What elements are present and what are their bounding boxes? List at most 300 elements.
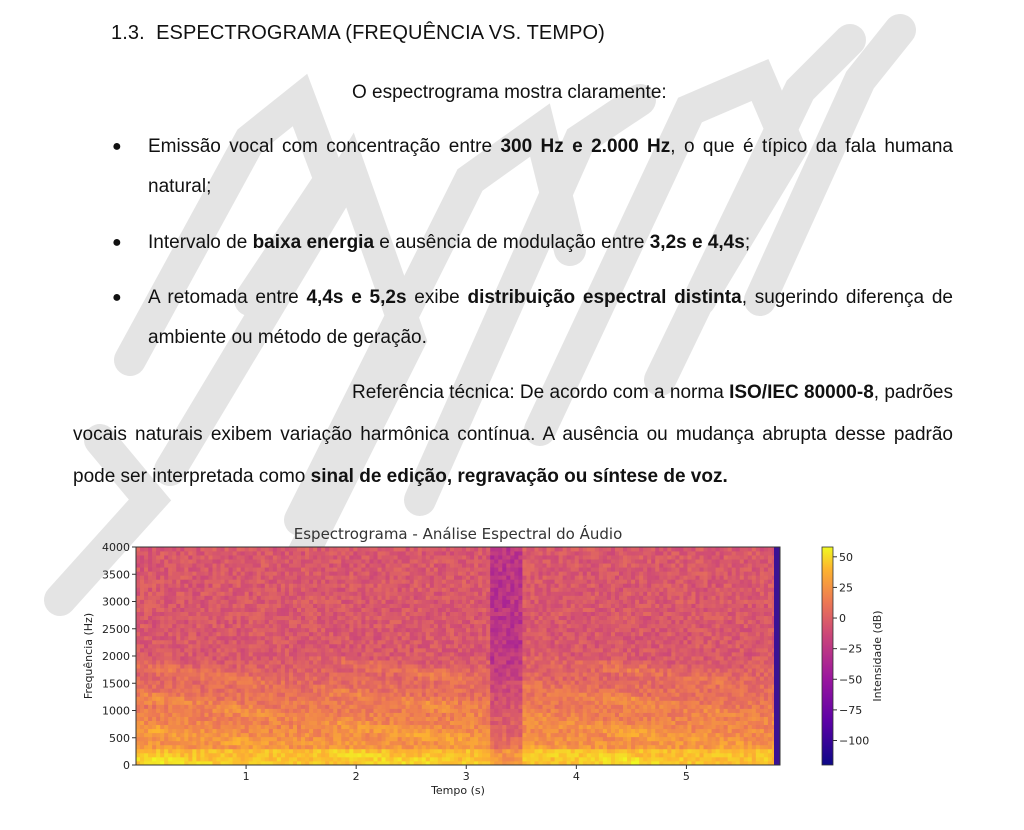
- spectrogram-cell: [233, 648, 237, 652]
- spectrogram-cell: [345, 700, 349, 704]
- spectrogram-cell: [152, 704, 156, 708]
- spectrogram-cell: [446, 741, 450, 745]
- spectrogram-cell: [309, 620, 313, 624]
- spectrogram-cell: [237, 680, 241, 684]
- spectrogram-cell: [390, 620, 394, 624]
- spectrogram-cell: [325, 551, 329, 555]
- spectrogram-cell: [361, 660, 365, 664]
- spectrogram-cell: [438, 555, 442, 559]
- spectrogram-cell: [402, 700, 406, 704]
- spectrogram-cell: [390, 632, 394, 636]
- spectrogram-cell: [418, 676, 422, 680]
- spectrogram-cell: [398, 672, 402, 676]
- spectrogram-cell: [410, 745, 414, 749]
- spectrogram-cell: [237, 595, 241, 599]
- spectrogram-cell: [482, 753, 486, 757]
- spectrogram-cell: [482, 571, 486, 575]
- spectrogram-cell: [192, 737, 196, 741]
- spectrogram-cell: [136, 729, 140, 733]
- spectrogram-cell: [390, 708, 394, 712]
- spectrogram-cell: [152, 599, 156, 603]
- spectrogram-cell: [285, 583, 289, 587]
- spectrogram-cell: [297, 567, 301, 571]
- spectrogram-cell: [450, 648, 454, 652]
- spectrogram-cell: [478, 587, 482, 591]
- spectrogram-cell: [430, 745, 434, 749]
- spectrogram-cell: [317, 608, 321, 612]
- spectrogram-cell: [156, 745, 160, 749]
- spectrogram-cell: [341, 620, 345, 624]
- spectrogram-cell: [293, 717, 297, 721]
- spectrogram-cell: [184, 632, 188, 636]
- spectrogram-cell: [486, 591, 490, 595]
- spectrogram-cell: [498, 579, 502, 583]
- spectrogram-cell: [168, 551, 172, 555]
- spectrogram-cell: [156, 644, 160, 648]
- spectrogram-cell: [390, 567, 394, 571]
- spectrogram-cell: [269, 757, 273, 761]
- spectrogram-cell: [148, 583, 152, 587]
- spectrogram-cell: [458, 733, 462, 737]
- spectrogram-cell: [494, 567, 498, 571]
- spectrogram-cell: [398, 656, 402, 660]
- spectrogram-cell: [245, 676, 249, 680]
- spectrogram-cell: [369, 547, 373, 551]
- spectrogram-cell: [241, 551, 245, 555]
- spectrogram-cell: [382, 704, 386, 708]
- spectrogram-cell: [434, 616, 438, 620]
- spectrogram-cell: [422, 575, 426, 579]
- spectrogram-cell: [337, 713, 341, 717]
- spectrogram-cell: [454, 624, 458, 628]
- spectrogram-cell: [225, 628, 229, 632]
- spectrogram-cell: [313, 551, 317, 555]
- spectrogram-cell: [309, 753, 313, 757]
- spectrogram-cell: [398, 608, 402, 612]
- spectrogram-cell: [160, 704, 164, 708]
- spectrogram-cell: [245, 753, 249, 757]
- spectrogram-cell: [148, 700, 152, 704]
- spectrogram-cell: [502, 604, 506, 608]
- spectrogram-cell: [301, 595, 305, 599]
- spectrogram-cell: [434, 725, 438, 729]
- spectrogram-cell: [422, 567, 426, 571]
- spectrogram-cell: [204, 737, 208, 741]
- spectrogram-cell: [414, 644, 418, 648]
- spectrogram-cell: [140, 632, 144, 636]
- spectrogram-cell: [257, 745, 261, 749]
- spectrogram-cell: [462, 725, 466, 729]
- spectrogram-cell: [470, 660, 474, 664]
- spectrogram-cell: [466, 664, 470, 668]
- spectrogram-cell: [369, 668, 373, 672]
- spectrogram-cell: [478, 668, 482, 672]
- spectrogram-cell: [269, 708, 273, 712]
- spectrogram-cell: [164, 616, 168, 620]
- spectrogram-cell: [233, 555, 237, 559]
- spectrogram-cell: [140, 733, 144, 737]
- spectrogram-cell: [478, 648, 482, 652]
- spectrogram-cell: [148, 575, 152, 579]
- spectrogram-cell: [212, 583, 216, 587]
- spectrogram-cell: [285, 652, 289, 656]
- spectrogram-cell: [293, 745, 297, 749]
- spectrogram-cell: [221, 696, 225, 700]
- spectrogram-cell: [309, 583, 313, 587]
- spectrogram-cell: [233, 684, 237, 688]
- spectrogram-cell: [378, 684, 382, 688]
- spectrogram-cell: [426, 729, 430, 733]
- spectrogram-cell: [184, 648, 188, 652]
- spectrogram-cell: [422, 745, 426, 749]
- spectrogram-cell: [160, 757, 164, 761]
- spectrogram-cell: [293, 680, 297, 684]
- spectrogram-cell: [349, 616, 353, 620]
- spectrogram-cell: [297, 632, 301, 636]
- spectrogram-cell: [502, 708, 506, 712]
- spectrogram-cell: [317, 688, 321, 692]
- spectrogram-cell: [446, 656, 450, 660]
- spectrogram-cell: [265, 608, 269, 612]
- spectrogram-cell: [333, 704, 337, 708]
- spectrogram-cell: [277, 624, 281, 628]
- spectrogram-cell: [297, 644, 301, 648]
- spectrogram-cell: [402, 753, 406, 757]
- spectrogram-cell: [172, 632, 176, 636]
- spectrogram-cell: [498, 696, 502, 700]
- spectrogram-cell: [204, 555, 208, 559]
- spectrogram-cell: [176, 599, 180, 603]
- spectrogram-cell: [454, 656, 458, 660]
- spectrogram-cell: [434, 640, 438, 644]
- spectrogram-cell: [160, 620, 164, 624]
- spectrogram-cell: [430, 644, 434, 648]
- spectrogram-cell: [229, 567, 233, 571]
- spectrogram-cell: [373, 591, 377, 595]
- spectrogram-cell: [289, 692, 293, 696]
- spectrogram-cell: [221, 676, 225, 680]
- spectrogram-cell: [180, 579, 184, 583]
- spectrogram-cell: [474, 624, 478, 628]
- spectrogram-cell: [297, 579, 301, 583]
- spectrogram-cell: [373, 632, 377, 636]
- spectrogram-cell: [253, 599, 257, 603]
- spectrogram-cell: [458, 571, 462, 575]
- spectrogram-cell: [373, 652, 377, 656]
- spectrogram-cell: [293, 733, 297, 737]
- spectrogram-cell: [378, 628, 382, 632]
- spectrogram-cell: [180, 644, 184, 648]
- spectrogram-cell: [156, 632, 160, 636]
- spectrogram-cell: [297, 700, 301, 704]
- spectrogram-cell: [265, 579, 269, 583]
- spectrogram-cell: [176, 729, 180, 733]
- spectrogram-cell: [438, 725, 442, 729]
- spectrogram-cell: [212, 571, 216, 575]
- spectrogram-cell: [357, 595, 361, 599]
- spectrogram-cell: [140, 737, 144, 741]
- spectrogram-cell: [382, 579, 386, 583]
- spectrogram-cell: [498, 741, 502, 745]
- spectrogram-cell: [369, 672, 373, 676]
- spectrogram-cell: [418, 551, 422, 555]
- spectrogram-cell: [249, 628, 253, 632]
- spectrogram-cell: [341, 640, 345, 644]
- spectrogram-cell: [502, 640, 506, 644]
- spectrogram-cell: [277, 680, 281, 684]
- spectrogram-cell: [373, 729, 377, 733]
- spectrogram-cell: [273, 640, 277, 644]
- spectrogram-cell: [204, 745, 208, 749]
- spectrogram-cell: [390, 680, 394, 684]
- spectrogram-cell: [373, 680, 377, 684]
- spectrogram-cell: [208, 656, 212, 660]
- spectrogram-cell: [192, 616, 196, 620]
- spectrogram-cell: [140, 648, 144, 652]
- spectrogram-cell: [494, 680, 498, 684]
- spectrogram-cell: [402, 599, 406, 603]
- spectrogram-cell: [164, 708, 168, 712]
- spectrogram-cell: [196, 571, 200, 575]
- spectrogram-cell: [482, 567, 486, 571]
- spectrogram-cell: [269, 668, 273, 672]
- spectrogram-cell: [341, 595, 345, 599]
- spectrogram-cell: [349, 583, 353, 587]
- spectrogram-cell: [164, 704, 168, 708]
- spectrogram-cell: [160, 668, 164, 672]
- spectrogram-cell: [434, 729, 438, 733]
- spectrogram-cell: [398, 616, 402, 620]
- spectrogram-cell: [506, 753, 510, 757]
- spectrogram-cell: [494, 551, 498, 555]
- spectrogram-cell: [249, 753, 253, 757]
- spectrogram-cell: [345, 579, 349, 583]
- spectrogram-cell: [225, 563, 229, 567]
- spectrogram-cell: [200, 688, 204, 692]
- spectrogram-cell: [466, 563, 470, 567]
- spectrogram-cell: [458, 745, 462, 749]
- spectrogram-cell: [233, 725, 237, 729]
- section-number: 1.3.: [111, 22, 145, 44]
- spectrogram-cell: [184, 688, 188, 692]
- spectrogram-cell: [394, 595, 398, 599]
- spectrogram-cell: [317, 555, 321, 559]
- spectrogram-cell: [196, 729, 200, 733]
- spectrogram-cell: [317, 680, 321, 684]
- spectrogram-cell: [281, 745, 285, 749]
- spectrogram-cell: [309, 587, 313, 591]
- spectrogram-cell: [305, 660, 309, 664]
- spectrogram-cell: [386, 664, 390, 668]
- spectrogram-cell: [265, 559, 269, 563]
- spectrogram-cell: [253, 559, 257, 563]
- spectrogram-cell: [208, 624, 212, 628]
- spectrogram-cell: [410, 672, 414, 676]
- spectrogram-cell: [349, 668, 353, 672]
- spectrogram-cell: [458, 704, 462, 708]
- spectrogram-cell: [502, 636, 506, 640]
- spectrogram-cell: [341, 636, 345, 640]
- spectrogram-cell: [253, 660, 257, 664]
- spectrogram-cell: [378, 696, 382, 700]
- spectrogram-cell: [164, 640, 168, 644]
- spectrogram-cell: [317, 604, 321, 608]
- spectrogram-cell: [297, 688, 301, 692]
- spectrogram-cell: [329, 704, 333, 708]
- spectrogram-cell: [430, 652, 434, 656]
- spectrogram-cell: [474, 571, 478, 575]
- spectrogram-cell: [140, 692, 144, 696]
- spectrogram-cell: [281, 563, 285, 567]
- spectrogram-cell: [217, 551, 221, 555]
- spectrogram-cell: [378, 579, 382, 583]
- spectrogram-cell: [317, 612, 321, 616]
- spectrogram-cell: [184, 599, 188, 603]
- spectrogram-cell: [333, 559, 337, 563]
- spectrogram-cell: [237, 652, 241, 656]
- spectrogram-cell: [180, 567, 184, 571]
- spectrogram-cell: [172, 648, 176, 652]
- spectrogram-cell: [382, 599, 386, 603]
- spectrogram-cell: [156, 668, 160, 672]
- spectrogram-cell: [192, 604, 196, 608]
- spectrogram-cell: [237, 604, 241, 608]
- spectrogram-cell: [273, 664, 277, 668]
- spectrogram-cell: [172, 579, 176, 583]
- spectrogram-cell: [281, 604, 285, 608]
- spectrogram-cell: [196, 737, 200, 741]
- spectrogram-cell: [329, 644, 333, 648]
- spectrogram-cell: [200, 559, 204, 563]
- spectrogram-cell: [345, 604, 349, 608]
- spectrogram-cell: [176, 604, 180, 608]
- spectrogram-cell: [369, 696, 373, 700]
- spectrogram-cell: [144, 648, 148, 652]
- spectrogram-cell: [422, 660, 426, 664]
- spectrogram-cell: [490, 559, 494, 563]
- spectrogram-cell: [382, 733, 386, 737]
- spectrogram-cell: [184, 616, 188, 620]
- spectrogram-cell: [309, 563, 313, 567]
- spectrogram-cell: [446, 644, 450, 648]
- spectrogram-cell: [458, 644, 462, 648]
- spectrogram-cell: [470, 676, 474, 680]
- spectrogram-cell: [418, 680, 422, 684]
- spectrogram-cell: [442, 636, 446, 640]
- spectrogram-cell: [273, 567, 277, 571]
- spectrogram-cell: [434, 547, 438, 551]
- spectrogram-cell: [225, 656, 229, 660]
- spectrogram-cell: [208, 708, 212, 712]
- spectrogram-cell: [200, 547, 204, 551]
- spectrogram-cell: [369, 640, 373, 644]
- spectrogram-cell: [341, 700, 345, 704]
- spectrogram-cell: [217, 587, 221, 591]
- spectrogram-cell: [386, 696, 390, 700]
- spectrogram-cell: [225, 749, 229, 753]
- spectrogram-cell: [164, 591, 168, 595]
- spectrogram-cell: [289, 652, 293, 656]
- spectrogram-cell: [233, 563, 237, 567]
- spectrogram-cell: [160, 708, 164, 712]
- spectrogram-cell: [313, 612, 317, 616]
- spectrogram-cell: [261, 721, 265, 725]
- spectrogram-cell: [373, 648, 377, 652]
- spectrogram-cell: [321, 664, 325, 668]
- spectrogram-cell: [277, 688, 281, 692]
- spectrogram-cell: [450, 688, 454, 692]
- spectrogram-cell: [317, 547, 321, 551]
- spectrogram-cell: [184, 741, 188, 745]
- spectrogram-cell: [281, 547, 285, 551]
- spectrogram-cell: [188, 599, 192, 603]
- spectrogram-cell: [265, 616, 269, 620]
- spectrogram-cell: [373, 745, 377, 749]
- spectrogram-cell: [494, 696, 498, 700]
- spectrogram-cell: [454, 632, 458, 636]
- spectrogram-cell: [188, 717, 192, 721]
- spectrogram-cell: [470, 704, 474, 708]
- spectrogram-cell: [474, 555, 478, 559]
- spectrogram-cell: [152, 567, 156, 571]
- spectrogram-cell: [406, 717, 410, 721]
- spectrogram-cell: [305, 575, 309, 579]
- spectrogram-cell: [365, 713, 369, 717]
- spectrogram-cell: [325, 745, 329, 749]
- spectrogram-cell: [325, 579, 329, 583]
- spectrogram-cell: [305, 725, 309, 729]
- spectrogram-cell: [196, 672, 200, 676]
- spectrogram-cell: [277, 753, 281, 757]
- spectrogram-cell: [253, 688, 257, 692]
- spectrogram-cell: [458, 725, 462, 729]
- spectrogram-cell: [164, 713, 168, 717]
- spectrogram-cell: [378, 688, 382, 692]
- spectrogram-cell: [317, 656, 321, 660]
- spectrogram-cell: [257, 680, 261, 684]
- spectrogram-cell: [494, 628, 498, 632]
- spectrogram-cell: [241, 757, 245, 761]
- spectrogram-cell: [446, 721, 450, 725]
- spectrogram-cell: [196, 664, 200, 668]
- spectrogram-cell: [458, 559, 462, 563]
- spectrogram-cell: [373, 559, 377, 563]
- spectrogram-cell: [333, 591, 337, 595]
- spectrogram-cell: [321, 579, 325, 583]
- spectrogram-cell: [430, 729, 434, 733]
- spectrogram-cell: [410, 575, 414, 579]
- spectrogram-cell: [442, 680, 446, 684]
- spectrogram-cell: [148, 559, 152, 563]
- spectrogram-cell: [297, 591, 301, 595]
- spectrogram-cell: [478, 583, 482, 587]
- spectrogram-cell: [325, 559, 329, 563]
- spectrogram-cell: [438, 700, 442, 704]
- spectrogram-cell: [337, 676, 341, 680]
- spectrogram-cell: [490, 708, 494, 712]
- spectrogram-cell: [406, 616, 410, 620]
- spectrogram-cell: [273, 551, 277, 555]
- spectrogram-cell: [269, 704, 273, 708]
- spectrogram-cell: [225, 729, 229, 733]
- spectrogram-cell: [466, 660, 470, 664]
- spectrogram-cell: [208, 692, 212, 696]
- spectrogram-cell: [172, 608, 176, 612]
- spectrogram-cell: [361, 696, 365, 700]
- spectrogram-cell: [293, 575, 297, 579]
- spectrogram-cell: [422, 717, 426, 721]
- spectrogram-cell: [458, 668, 462, 672]
